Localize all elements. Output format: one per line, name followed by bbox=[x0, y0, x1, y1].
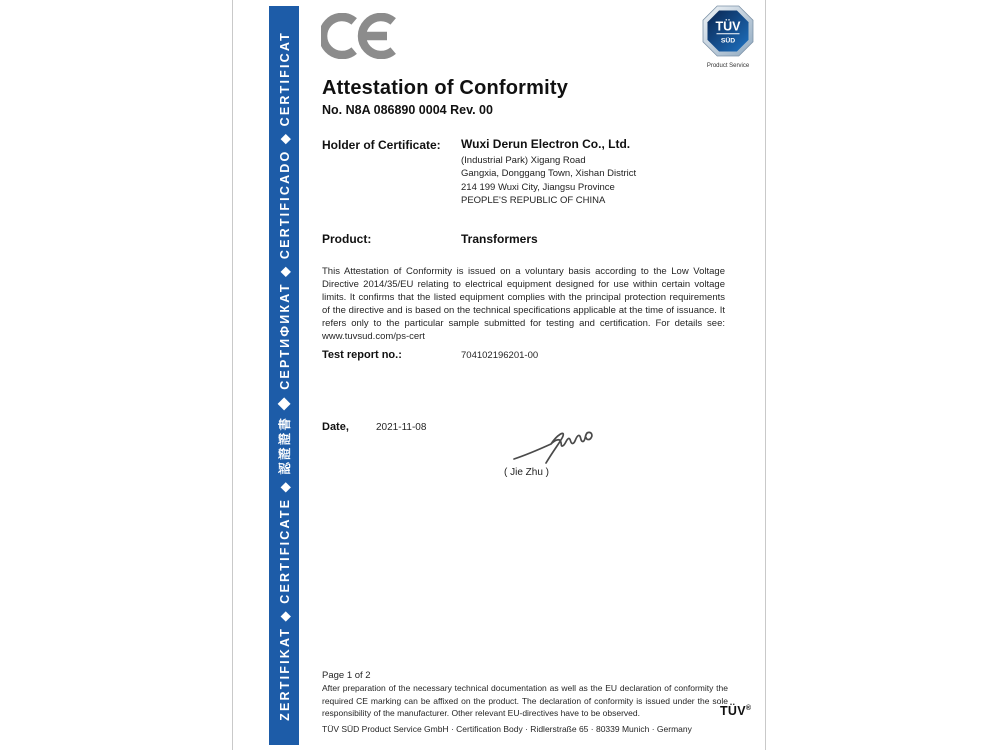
tuv-badge-bottom-text: SÜD bbox=[720, 37, 736, 45]
conformity-statement: This Attestation of Conformity is issued on a voluntary basis according to the Low Voltage Directive 2014/35/EU relating to electrical equipment designed for use within certain voltage limits. It confirms that the listed equipment complies with the principal protection requirements of the directive and is based on the technical specifications applicable at the time of issuance. It refers only to the particular sample submitted for testing and certification. For details see: www.tuvsud.com/ps-cert bbox=[322, 266, 725, 343]
footer-note: After preparation of the necessary technical documentation as well as the EU declaration of conformity the required CE marking can be affixed on the product. The declaration of conformity is issued under the sole responsibility of the manufacturer. Other relevant EU-directives have to be observed. bbox=[322, 683, 728, 719]
product-label: Product: bbox=[322, 232, 372, 246]
product-value: Transformers bbox=[461, 232, 538, 246]
issuer-address-line: TÜV SÜD Product Service GmbH · Certification Body · Ridlerstraße 65 · 80339 Munich · Germany bbox=[322, 724, 692, 734]
holder-address-line: PEOPLE'S REPUBLIC OF CHINA bbox=[461, 194, 606, 206]
tuv-badge-caption: Product Service bbox=[706, 63, 750, 69]
sidebar-multilingual-label: ZERTIFIKAT ◆ CERTIFICATE ◆ 認證證書 ◆ СЕРТИФИКАТ ◆ CERTIFICADO ◆ CERTIFICAT bbox=[278, 30, 292, 721]
ce-mark-icon bbox=[321, 13, 397, 59]
handwritten-signature-icon bbox=[512, 423, 597, 465]
registered-trademark-symbol: ® bbox=[745, 704, 752, 712]
signatory-name: ( Jie Zhu ) bbox=[504, 467, 550, 478]
holder-address-line: 214 199 Wuxi City, Jiangsu Province bbox=[461, 181, 615, 193]
certificate-sidebar-banner bbox=[269, 6, 299, 745]
holder-label: Holder of Certificate: bbox=[322, 138, 441, 152]
page-title: Attestation of Conformity bbox=[322, 77, 569, 99]
holder-address-line: (Industrial Park) Xigang Road bbox=[461, 155, 586, 166]
test-report-label: Test report no.: bbox=[322, 349, 402, 361]
holder-address bbox=[461, 154, 636, 207]
tuv-sud-badge-icon bbox=[702, 5, 754, 57]
date-label: Date, bbox=[322, 421, 349, 433]
tuv-wordmark-text: TÜV bbox=[720, 704, 746, 718]
certificate-page bbox=[232, 0, 766, 750]
tuv-badge-top-text: TÜV bbox=[715, 19, 741, 34]
test-report-number: 704102196201-00 bbox=[461, 350, 539, 361]
certificate-number: No. N8A 086890 0004 Rev. 00 bbox=[322, 103, 493, 117]
page-indicator: Page 1 of 2 bbox=[322, 670, 371, 681]
date-value: 2021-11-08 bbox=[376, 421, 427, 433]
holder-name: Wuxi Derun Electron Co., Ltd. bbox=[461, 137, 631, 151]
tuv-wordmark bbox=[720, 704, 751, 718]
holder-address-line: Gangxia, Donggang Town, Xishan District bbox=[461, 168, 637, 180]
